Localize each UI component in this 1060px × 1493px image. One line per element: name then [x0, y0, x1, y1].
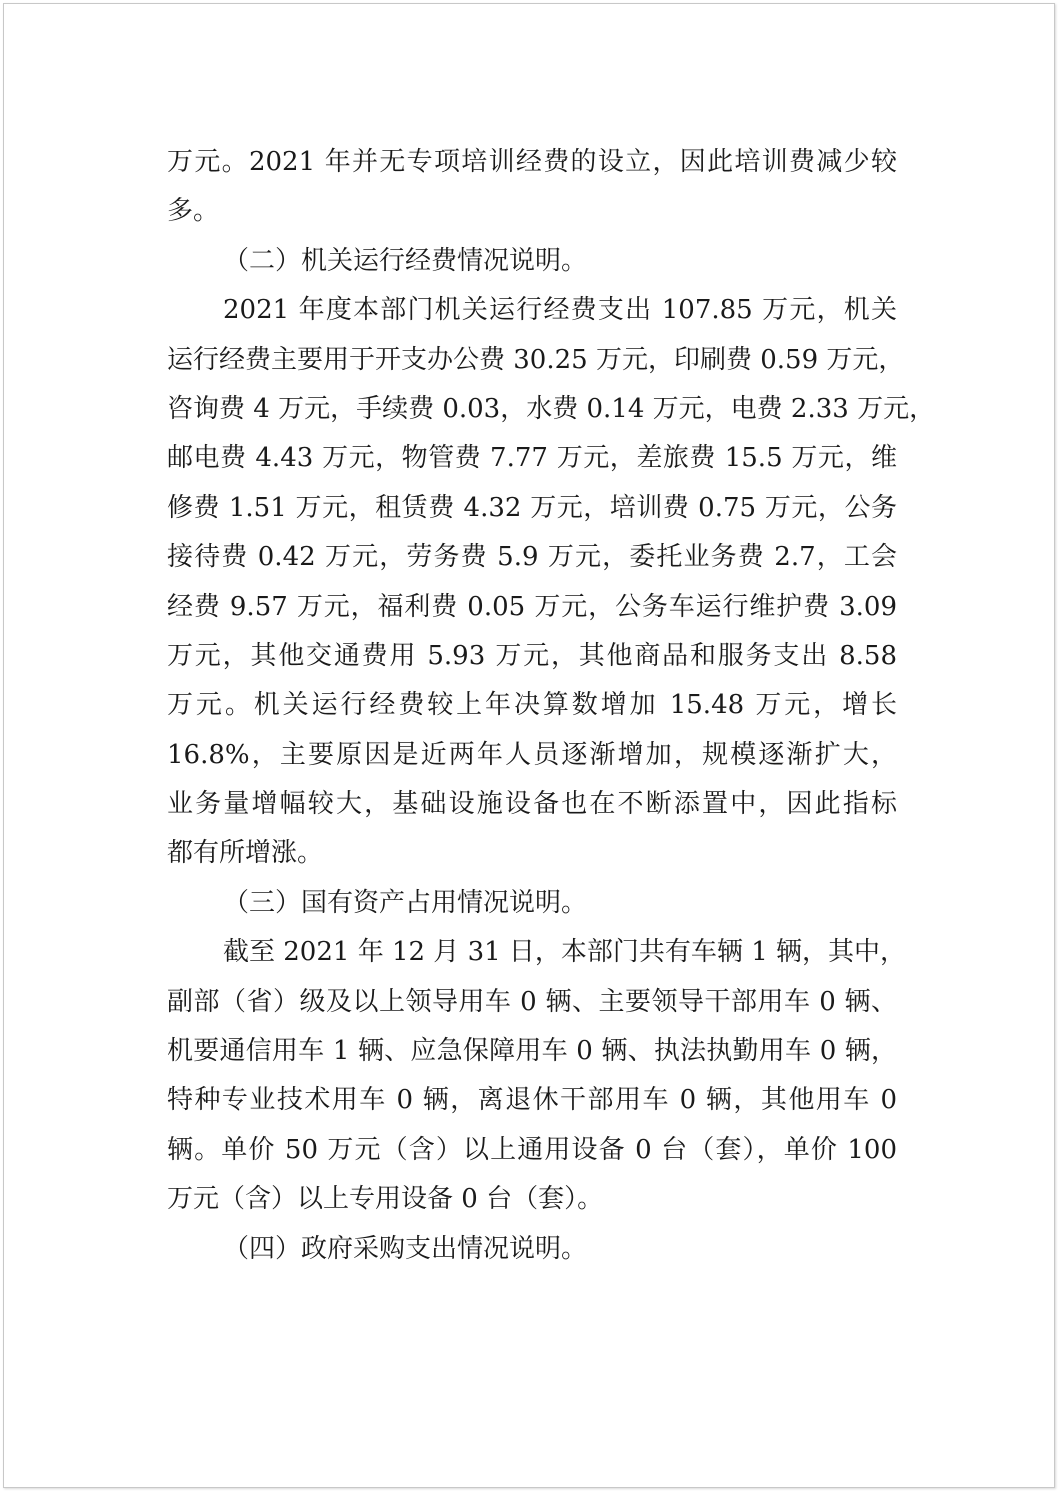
paragraph-line: 业务量增幅较大，基础设施设备也在不断添置中，因此指标 — [167, 789, 897, 820]
paragraph-line: 经费 9.57 万元，福利费 0.05 万元，公务车运行维护费 3.09 — [167, 591, 897, 622]
paragraph-line: 机要通信用车 1 辆、应急保障用车 0 辆、执法执勤用车 0 辆， — [167, 1036, 897, 1067]
paragraph-line: 辆。单价 50 万元（含）以上通用设备 0 台（套），单价 100 — [167, 1134, 897, 1165]
document-body — [167, 138, 936, 1274]
paragraph-line: 特种专业技术用车 0 辆，离退休干部用车 0 辆，其他用车 0 — [167, 1085, 897, 1116]
paragraph-line: 都有所增涨。 — [167, 838, 324, 869]
paragraph-line: 运行经费主要用于开支办公费 30.25 万元，印刷费 0.59 万元， — [167, 344, 905, 375]
paragraph-line: 邮电费 4.43 万元，物管费 7.77 万元，差旅费 15.5 万元，维 — [167, 443, 897, 474]
paragraph-line: 多。 — [167, 196, 220, 227]
paragraph-line: 万元（含）以上专用设备 0 台（套）。 — [167, 1184, 604, 1215]
section-heading: （四）政府采购支出情况说明。 — [223, 1233, 588, 1264]
paragraph-line: 16.8%，主要原因是近两年人员逐渐增加，规模逐渐扩大， — [167, 739, 897, 770]
paragraph-line: 截至 2021 年 12 月 31 日，本部门共有车辆 1 辆，其中， — [223, 937, 906, 968]
paragraph-line: 2021 年度本部门机关运行经费支出 107.85 万元，机关 — [223, 295, 897, 326]
paragraph-line: 咨询费 4 万元，手续费 0.03，水费 0.14 万元，电费 2.33 万元， — [167, 393, 936, 424]
paragraph-line: 副部（省）级及以上领导用车 0 辆、主要领导干部用车 0 辆、 — [167, 986, 897, 1017]
section-heading: （三）国有资产占用情况说明。 — [223, 887, 588, 918]
paragraph-line: 修费 1.51 万元，租赁费 4.32 万元，培训费 0.75 万元，公务 — [167, 492, 897, 523]
paragraph-line: 万元。2021 年并无专项培训经费的设立，因此培训费减少较 — [167, 147, 897, 177]
paragraph-line: 接待费 0.42 万元，劳务费 5.9 万元，委托业务费 2.7，工会 — [167, 542, 897, 573]
section-heading: （二）机关运行经费情况说明。 — [223, 245, 588, 276]
paragraph-line: 万元。机关运行经费较上年决算数增加 15.48 万元，增长 — [167, 690, 897, 721]
paragraph-line: 万元，其他交通费用 5.93 万元，其他商品和服务支出 8.58 — [167, 640, 897, 671]
